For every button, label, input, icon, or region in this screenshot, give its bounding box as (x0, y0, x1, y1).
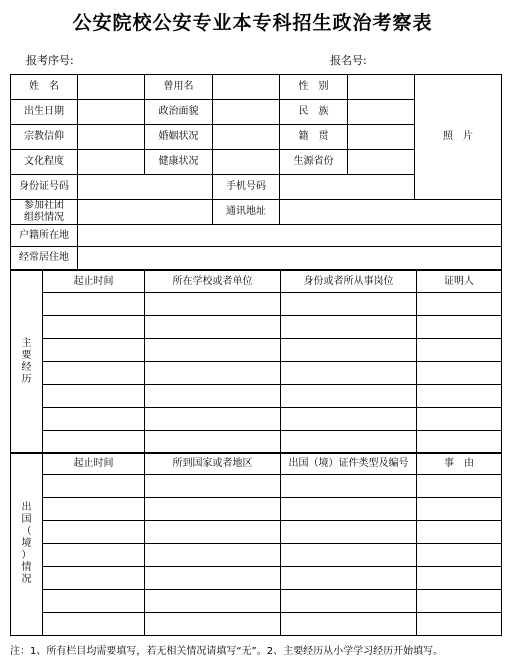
former-name-field[interactable] (213, 75, 280, 100)
experience-cell[interactable] (281, 316, 417, 339)
experience-label-char: 经 (21, 362, 32, 373)
household-field[interactable] (78, 225, 502, 247)
education-field[interactable] (78, 150, 145, 175)
political-status-field[interactable] (213, 100, 280, 125)
experience-cell[interactable] (145, 316, 281, 339)
experience-cell[interactable] (43, 431, 145, 454)
abroad-cell[interactable] (417, 475, 502, 498)
name-field[interactable] (78, 75, 145, 100)
experience-header-position: 身份或者所从事岗位 (281, 271, 417, 293)
experience-cell[interactable] (145, 293, 281, 316)
abroad-cell[interactable] (43, 567, 145, 590)
abroad-cell[interactable] (281, 613, 417, 636)
name-label: 姓 名 (11, 75, 78, 100)
marital-status-label: 婚姻状况 (145, 125, 213, 150)
experience-cell[interactable] (417, 408, 502, 431)
abroad-label-char: 情 (21, 562, 32, 573)
abroad-cell[interactable] (417, 521, 502, 544)
health-label: 健康状况 (145, 150, 213, 175)
health-field[interactable] (213, 150, 280, 175)
abroad-cell[interactable] (281, 475, 417, 498)
photo-box[interactable]: 照 片 (415, 75, 502, 200)
experience-cell[interactable] (417, 316, 502, 339)
abroad-cell[interactable] (417, 613, 502, 636)
experience-cell[interactable] (43, 385, 145, 408)
abroad-cell[interactable] (281, 498, 417, 521)
experience-cell[interactable] (145, 385, 281, 408)
experience-row (11, 339, 502, 362)
footnote: 注：1、所有栏目均需要填写，若无相关情况请填写“无”。2、主要经历从小学学习经历开始填写。 (10, 646, 444, 657)
abroad-cell[interactable] (281, 521, 417, 544)
abroad-label-char: 国 (21, 514, 32, 525)
abroad-row (11, 498, 502, 521)
address-field[interactable] (280, 200, 502, 225)
page-title: 公安院校公安专业本专科招生政治考察表 (72, 12, 433, 34)
residence-field[interactable] (78, 247, 502, 270)
experience-cell[interactable] (417, 339, 502, 362)
abroad-header-reason: 事 由 (417, 453, 502, 475)
abroad-cell[interactable] (145, 544, 281, 567)
phone-label: 手机号码 (213, 175, 280, 200)
abroad-header-period: 起止时间 (43, 453, 145, 475)
experience-row (11, 408, 502, 431)
experience-table (10, 270, 502, 454)
abroad-table (10, 452, 502, 636)
experience-label-char: 历 (21, 374, 32, 385)
experience-cell[interactable] (43, 316, 145, 339)
experience-header-school: 所在学校或者单位 (145, 271, 281, 293)
organization-label-line1: 参加社团 (24, 200, 64, 211)
experience-cell[interactable] (417, 431, 502, 454)
organization-field[interactable] (78, 200, 213, 225)
abroad-header-country: 所到国家或者地区 (145, 453, 281, 475)
abroad-cell[interactable] (43, 590, 145, 613)
experience-label-char: 主 (21, 338, 32, 349)
abroad-cell[interactable] (145, 590, 281, 613)
abroad-cell[interactable] (145, 613, 281, 636)
abroad-cell[interactable] (145, 567, 281, 590)
abroad-cell[interactable] (145, 521, 281, 544)
experience-header-period: 起止时间 (43, 271, 145, 293)
abroad-cell[interactable] (417, 590, 502, 613)
experience-cell[interactable] (281, 362, 417, 385)
marital-status-field[interactable] (213, 125, 280, 150)
abroad-label-char: 况 (21, 574, 32, 585)
abroad-cell[interactable] (145, 498, 281, 521)
abroad-row (11, 613, 502, 636)
experience-row (11, 431, 502, 454)
experience-row (11, 293, 502, 316)
religion-label: 宗教信仰 (11, 125, 78, 150)
experience-header-witness: 证明人 (417, 271, 502, 293)
experience-cell[interactable] (417, 293, 502, 316)
id-number-field[interactable] (78, 175, 213, 200)
former-name-label: 曾用名 (145, 75, 213, 100)
abroad-row (11, 521, 502, 544)
gender-field[interactable] (348, 75, 415, 100)
religion-field[interactable] (78, 125, 145, 150)
abroad-row (11, 475, 502, 498)
experience-cell[interactable] (43, 293, 145, 316)
experience-label (11, 271, 43, 454)
abroad-cell[interactable] (145, 475, 281, 498)
abroad-label-char: （ (21, 526, 32, 537)
abroad-label-char: 出 (21, 502, 32, 513)
origin-province-label: 生源省份 (280, 150, 348, 175)
abroad-cell[interactable] (281, 544, 417, 567)
registration-number-label: 报名号: (330, 54, 367, 67)
experience-cell[interactable] (145, 339, 281, 362)
native-place-field[interactable] (348, 125, 415, 150)
education-label: 文化程度 (11, 150, 78, 175)
experience-row (11, 362, 502, 385)
abroad-label-char: 境 (21, 538, 32, 549)
experience-cell[interactable] (145, 408, 281, 431)
political-status-label: 政治面貌 (145, 100, 213, 125)
abroad-cell[interactable] (417, 544, 502, 567)
experience-cell[interactable] (281, 408, 417, 431)
abroad-cell[interactable] (43, 613, 145, 636)
ethnicity-field[interactable] (348, 100, 415, 125)
abroad-cell[interactable] (43, 544, 145, 567)
personal-info-table (10, 74, 502, 270)
address-label: 通讯地址 (213, 200, 280, 225)
experience-cell[interactable] (43, 408, 145, 431)
birth-date-label: 出生日期 (11, 100, 78, 125)
abroad-cell[interactable] (417, 567, 502, 590)
experience-cell[interactable] (417, 385, 502, 408)
organization-label-line2: 组织情况 (24, 212, 64, 223)
origin-province-field[interactable] (348, 150, 415, 175)
experience-cell[interactable] (281, 431, 417, 454)
residence-label: 经常居住地 (11, 247, 78, 270)
experience-cell[interactable] (145, 362, 281, 385)
birth-date-field[interactable] (78, 100, 145, 125)
abroad-header-document: 出国（境）证件类型及编号 (281, 453, 417, 475)
abroad-cell[interactable] (281, 567, 417, 590)
native-place-label: 籍 贯 (280, 125, 348, 150)
abroad-cell[interactable] (43, 475, 145, 498)
exam-number-label: 报考序号: (26, 54, 74, 67)
id-number-label: 身份证号码 (11, 175, 78, 200)
phone-field[interactable] (280, 175, 415, 200)
abroad-cell[interactable] (43, 498, 145, 521)
abroad-cell[interactable] (281, 590, 417, 613)
experience-row (11, 385, 502, 408)
household-label: 户籍所在地 (11, 225, 78, 247)
abroad-cell[interactable] (43, 521, 145, 544)
experience-cell[interactable] (145, 431, 281, 454)
organization-label (11, 200, 78, 225)
abroad-cell[interactable] (417, 498, 502, 521)
abroad-label-char: ） (21, 550, 32, 561)
abroad-row (11, 544, 502, 567)
abroad-row (11, 567, 502, 590)
experience-row (11, 316, 502, 339)
abroad-row (11, 590, 502, 613)
experience-cell[interactable] (281, 385, 417, 408)
ethnicity-label: 民 族 (280, 100, 348, 125)
experience-cell[interactable] (43, 362, 145, 385)
experience-cell[interactable] (281, 339, 417, 362)
gender-label: 性 别 (280, 75, 348, 100)
experience-cell[interactable] (417, 362, 502, 385)
experience-label-char: 要 (21, 350, 32, 361)
experience-cell[interactable] (281, 293, 417, 316)
experience-cell[interactable] (43, 339, 145, 362)
abroad-label (11, 453, 43, 636)
